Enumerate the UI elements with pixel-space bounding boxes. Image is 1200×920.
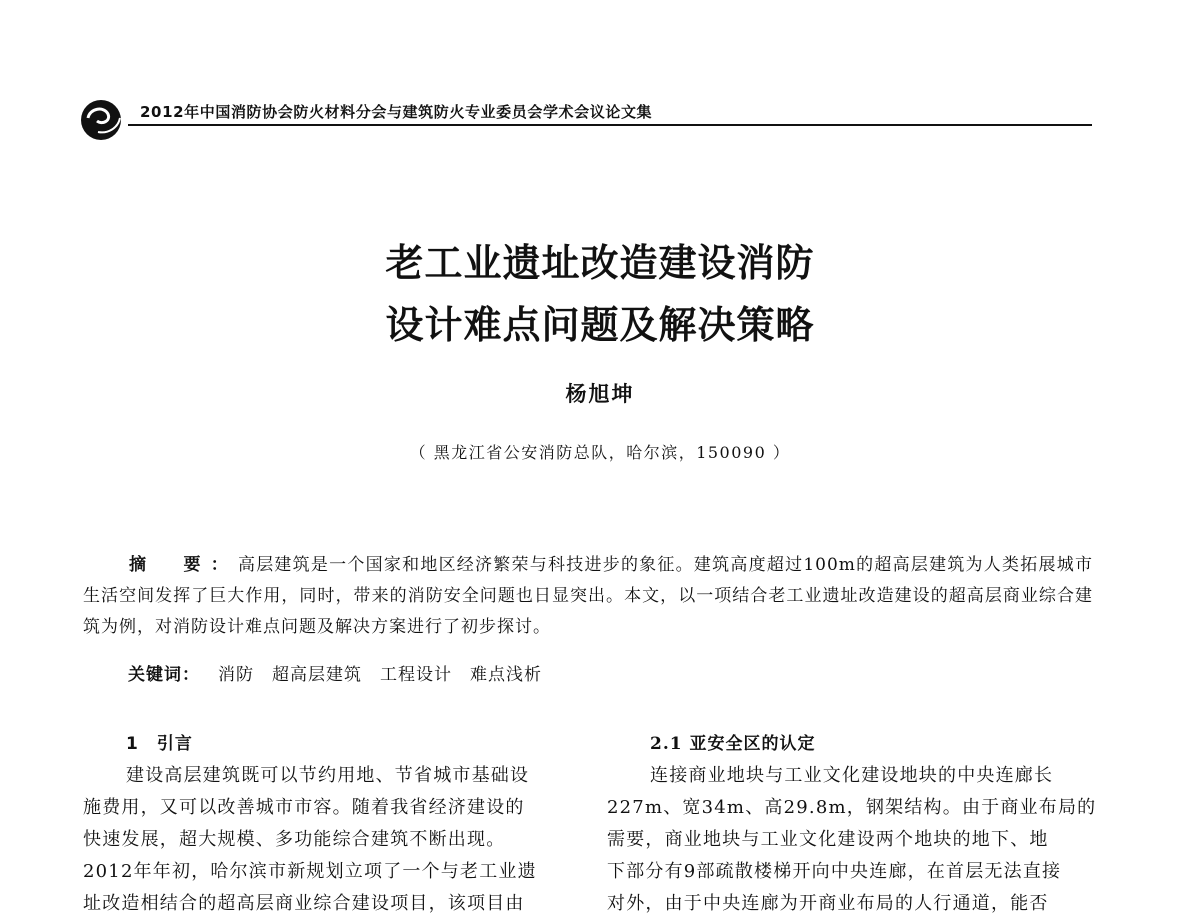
- abstract: [83, 550, 1093, 643]
- keyword-item: 工程设计: [380, 665, 452, 685]
- body-line: 快速发展，超大规模、多功能综合建筑不断出现。: [83, 829, 506, 850]
- body-line: 施费用，又可以改善城市市容。随着我省经济建设的: [83, 797, 525, 818]
- body-line: 址改造相结合的超高层商业综合建设项目，该项目由: [83, 893, 525, 914]
- body-line: 227m、宽34m、高29.8m，钢架结构。由于商业布局的: [607, 797, 1097, 818]
- body-line: 建设高层建筑既可以节约用地、节省城市基础设: [126, 765, 530, 786]
- section-heading-introduction: 1 引言: [126, 734, 193, 754]
- body-line: 连接商业地块与工业文化建设地块的中央连廊长: [650, 765, 1054, 786]
- header-divider: [128, 124, 1092, 126]
- body-line: 下部分有9部疏散楼梯开向中央连廊，在首层无法直接: [607, 861, 1062, 882]
- introduction-body: [83, 760, 569, 920]
- body-line: 对外，由于中央连廊为开商业布局的人行通道，能否: [607, 893, 1049, 914]
- swirl-logo-icon: [78, 94, 126, 142]
- body-line: 2012年年初，哈尔滨市新规划立项了一个与老工业遗: [83, 861, 537, 882]
- keywords-label: 关键词：: [128, 665, 200, 685]
- keyword-item: 难点浅析: [470, 665, 542, 685]
- author-name: 杨旭坤: [565, 381, 635, 406]
- abstract-text: 高层建筑是一个国家和地区经济繁荣与科技进步的象征。建筑高度超过100m的超高层建筑为人类拓展城市生活空间发挥了巨大作用，同时，带来的消防安全问题也日显突出。本文，以一项结合老工业遗址改造建设的超高层商业综合建筑为例，对消防设计难点问题及解决方案进行了初步探讨。: [83, 555, 1093, 637]
- running-header-title: 2012年中国消防协会防火材料分会与建筑防火专业委员会学术会议论文集: [140, 103, 653, 121]
- right-column: [607, 728, 1097, 920]
- paper-title-line-2: 设计难点问题及解决策略: [385, 303, 815, 347]
- keywords: [128, 660, 542, 685]
- keyword-item: 超高层建筑: [272, 665, 362, 685]
- section-heading-2-1: 2.1 亚安全区的认定: [650, 734, 816, 754]
- abstract-label: 摘 要：: [129, 555, 238, 575]
- author-affiliation: （ 黑龙江省公安消防总队，哈尔滨，150090 ）: [409, 443, 791, 462]
- keyword-item: 消防: [218, 665, 254, 685]
- section-2-1-body: [607, 760, 1097, 920]
- paper-title-line-1: 老工业遗址改造建设消防: [385, 241, 815, 285]
- body-line: 需要，商业地块与工业文化建设两个地块的地下、地: [607, 829, 1049, 850]
- left-column: [83, 728, 569, 920]
